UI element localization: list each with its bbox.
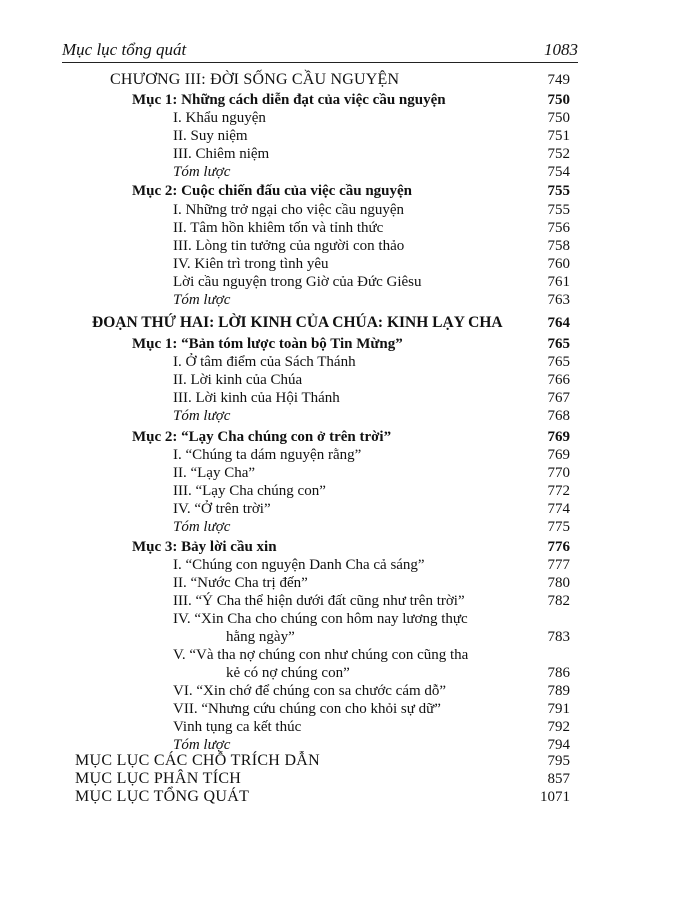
entry-page: 774 xyxy=(547,501,570,517)
entry-title: kẻ có nợ chúng con” xyxy=(226,665,350,681)
entry-page: 791 xyxy=(547,701,570,717)
entry-page: 752 xyxy=(547,146,570,162)
entry-title: I. “Chúng con nguyện Danh Cha cả sáng” xyxy=(173,557,425,573)
toc-item[interactable] xyxy=(0,353,700,371)
running-header-title: Mục lục tổng quát xyxy=(62,40,187,59)
entry-page: 769 xyxy=(547,429,570,445)
toc-item-continuation[interactable] xyxy=(0,664,700,682)
entry-page: 754 xyxy=(547,164,570,180)
entry-page: 763 xyxy=(547,292,570,308)
entry-title: II. “Lạy Cha” xyxy=(173,465,256,481)
entry-page: 780 xyxy=(547,575,570,591)
toc-item[interactable] xyxy=(0,219,700,237)
article-entry[interactable] xyxy=(0,91,700,109)
entry-page: 786 xyxy=(547,665,570,681)
toc-item[interactable] xyxy=(0,646,700,664)
toc-item[interactable] xyxy=(0,556,700,574)
index-entry[interactable] xyxy=(0,752,700,770)
entry-page: 768 xyxy=(547,408,570,424)
entry-title: CHƯƠNG III: ĐỜI SỐNG CẦU NGUYỆN xyxy=(110,71,400,88)
entry-title: II. Tâm hồn khiêm tốn và tỉnh thức xyxy=(173,220,384,236)
entry-title: III. Lời kinh của Hội Thánh xyxy=(173,390,340,406)
entry-page: 776 xyxy=(547,539,570,555)
page-number: 1083 xyxy=(544,40,578,59)
entry-page: 782 xyxy=(547,593,570,609)
toc-item[interactable] xyxy=(0,201,700,219)
toc-item[interactable] xyxy=(0,610,700,628)
entry-page: 751 xyxy=(547,128,570,144)
toc-item[interactable] xyxy=(0,273,700,291)
toc-item[interactable] xyxy=(0,371,700,389)
entry-page: 766 xyxy=(547,372,570,388)
toc-item[interactable] xyxy=(0,482,700,500)
toc-item[interactable] xyxy=(0,127,700,145)
entry-title: Mục 2: Cuộc chiến đấu của việc cầu nguyện xyxy=(132,183,413,199)
summary-entry[interactable] xyxy=(0,163,700,181)
entry-page: 772 xyxy=(547,483,570,499)
entry-title: VII. “Nhưng cứu chúng con cho khỏi sự dữ” xyxy=(173,701,441,717)
entry-title: I. “Chúng ta dám nguyện rằng” xyxy=(173,447,362,463)
entry-page: 756 xyxy=(547,220,570,236)
section-entry[interactable] xyxy=(0,314,700,332)
entry-title: Tóm lược xyxy=(173,737,231,753)
entry-title: III. “Lạy Cha chúng con” xyxy=(173,483,326,499)
entry-title: VI. “Xin chớ để chúng con sa chước cám dỗ” xyxy=(173,683,447,699)
toc-item[interactable] xyxy=(0,464,700,482)
entry-title: II. “Nước Cha trị đến” xyxy=(173,575,308,591)
toc-item[interactable] xyxy=(0,389,700,407)
toc-item[interactable] xyxy=(0,718,700,736)
entry-page: 755 xyxy=(547,183,570,199)
entry-page: 777 xyxy=(547,557,570,573)
article-entry[interactable] xyxy=(0,428,700,446)
toc-item[interactable] xyxy=(0,592,700,610)
entry-title: III. “Ý Cha thể hiện dưới đất cũng như trên trời” xyxy=(173,593,465,609)
entry-page: 755 xyxy=(547,202,570,218)
entry-title: II. Suy niệm xyxy=(173,128,248,144)
entry-title: I. Khẩu nguyện xyxy=(173,110,266,126)
entry-page: 795 xyxy=(547,753,570,769)
toc-item[interactable] xyxy=(0,109,700,127)
entry-title: ĐOẠN THỨ HAI: LỜI KINH CỦA CHÚA: KINH LẠY CHA xyxy=(92,314,503,331)
index-entry[interactable] xyxy=(0,770,700,788)
chapter-entry[interactable] xyxy=(0,71,700,89)
entry-page: 1071 xyxy=(540,789,570,805)
entry-title: MỤC LỤC TỔNG QUÁT xyxy=(75,788,250,805)
entry-page: 789 xyxy=(547,683,570,699)
entry-title: Lời cầu nguyện trong Giờ của Đức Giêsu xyxy=(173,274,422,290)
entry-title: hằng ngày” xyxy=(226,629,295,645)
entry-page: 857 xyxy=(547,771,570,787)
entry-title: Mục 2: “Lạy Cha chúng con ở trên trời” xyxy=(132,429,392,445)
entry-page: 750 xyxy=(547,92,570,108)
toc-item[interactable] xyxy=(0,574,700,592)
entry-page: 792 xyxy=(547,719,570,735)
entry-page: 794 xyxy=(547,737,570,753)
article-entry[interactable] xyxy=(0,335,700,353)
entry-title: Mục 1: Những cách diễn đạt của việc cầu nguyện xyxy=(132,92,446,108)
entry-title: I. Những trở ngại cho việc cầu nguyện xyxy=(173,202,404,218)
summary-entry[interactable] xyxy=(0,291,700,309)
entry-title: Tóm lược xyxy=(173,408,231,424)
entry-page: 761 xyxy=(547,274,570,290)
article-entry[interactable] xyxy=(0,182,700,200)
entry-title: II. Lời kinh của Chúa xyxy=(173,372,303,388)
entry-title: IV. “Xin Cha cho chúng con hôm nay lương thực xyxy=(173,611,468,627)
entry-title: Vinh tụng ca kết thúc xyxy=(173,719,302,735)
entry-title: IV. Kiên trì trong tình yêu xyxy=(173,256,329,272)
entry-page: 770 xyxy=(547,465,570,481)
toc-item-continuation[interactable] xyxy=(0,628,700,646)
summary-entry[interactable] xyxy=(0,407,700,425)
toc-item[interactable] xyxy=(0,237,700,255)
index-entry[interactable] xyxy=(0,788,700,806)
toc-item[interactable] xyxy=(0,682,700,700)
entry-page: 765 xyxy=(547,354,570,370)
entry-title: MỤC LỤC PHÂN TÍCH xyxy=(75,770,242,787)
entry-title: Tóm lược xyxy=(173,292,231,308)
entry-page: 749 xyxy=(547,72,570,88)
toc-item[interactable] xyxy=(0,500,700,518)
entry-title: MỤC LỤC CÁC CHỖ TRÍCH DẪN xyxy=(75,752,321,769)
entry-page: 764 xyxy=(547,315,570,331)
entry-title: Tóm lược xyxy=(173,164,231,180)
toc-item[interactable] xyxy=(0,145,700,163)
toc-item[interactable] xyxy=(0,446,700,464)
entry-page: 750 xyxy=(547,110,570,126)
entry-title: IV. “Ở trên trời” xyxy=(173,501,271,517)
entry-page: 767 xyxy=(547,390,570,406)
toc-item[interactable] xyxy=(0,255,700,273)
entry-page: 775 xyxy=(547,519,570,535)
entry-title: Mục 1: “Bản tóm lược toàn bộ Tin Mừng” xyxy=(132,336,403,352)
entry-page: 769 xyxy=(547,447,570,463)
entry-page: 760 xyxy=(547,256,570,272)
entry-title: V. “Và tha nợ chúng con như chúng con cũng tha xyxy=(173,647,469,663)
entry-title: III. Lòng tin tưởng của người con thảo xyxy=(173,238,405,254)
entry-title: Mục 3: Bảy lời cầu xin xyxy=(132,539,277,555)
entry-title: III. Chiêm niệm xyxy=(173,146,270,162)
summary-entry[interactable] xyxy=(0,518,700,536)
running-header xyxy=(62,40,578,63)
entry-title: Tóm lược xyxy=(173,519,231,535)
entry-title: I. Ở tâm điểm của Sách Thánh xyxy=(173,354,356,370)
toc-item[interactable] xyxy=(0,700,700,718)
entry-page: 765 xyxy=(547,336,570,352)
entry-page: 758 xyxy=(547,238,570,254)
entry-page: 783 xyxy=(547,629,570,645)
article-entry[interactable] xyxy=(0,538,700,556)
